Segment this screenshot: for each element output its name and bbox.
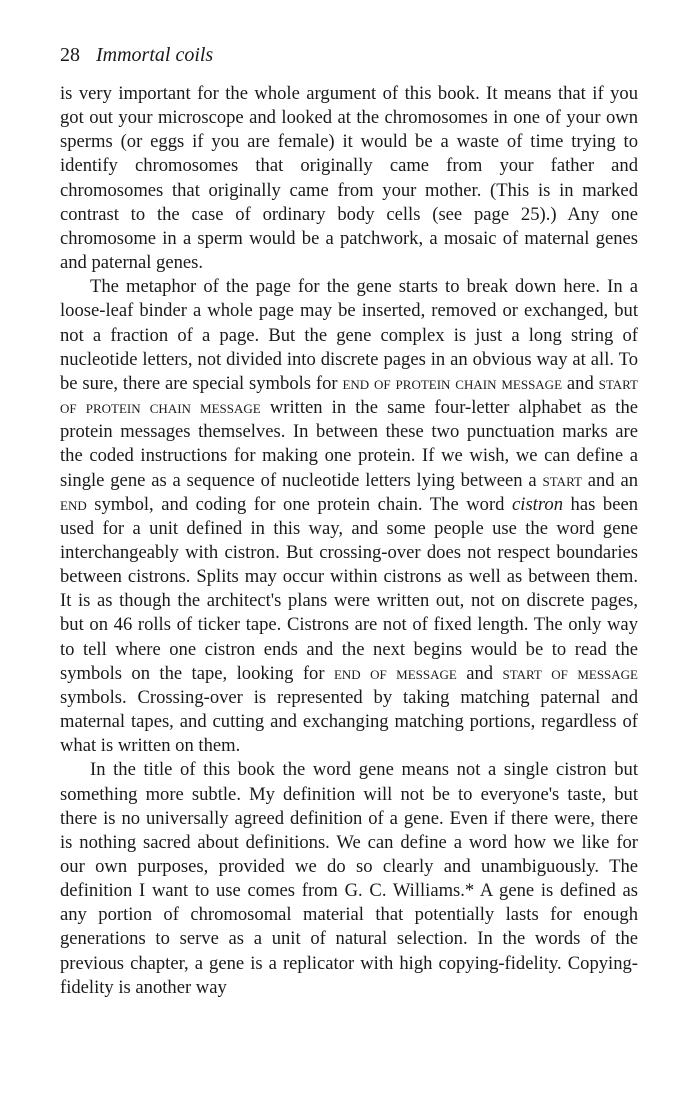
- paragraph-2: [60, 275, 638, 758]
- small-caps-start: start: [542, 469, 582, 491]
- chapter-title: Immortal coils: [96, 44, 214, 66]
- running-head: [60, 42, 213, 68]
- small-caps-end-of-protein-chain: end of protein chain message: [342, 372, 563, 394]
- page-number: 28: [60, 44, 80, 66]
- paragraph-2-text-4: and an: [581, 469, 639, 491]
- paragraph-2-text-6: has been used for a unit defined in this way, and some people use the word gene interchangeably with cistron. But crossing-over does not respect boundaries between cistrons. Splits may occur within cistrons as well as between them. It is as though the architect's plans were written out, not on discrete pages, but on 46 rolls of ticker tape. Cistrons are not of fixed length. The only way to tell where one cistron ends and the next begins would be to read the symbols on the tape, looking for: [60, 493, 638, 684]
- paragraph-2-text-7: and: [456, 662, 503, 684]
- paragraph-2-text-3: written in the same four-letter alphabet as the protein messages themselves. In between these two punctuation marks are the coded instructions for making one protein. If we wish, we can define a single gene as a sequence of nucleotide letters lying between a: [60, 397, 638, 491]
- small-caps-end-of-message: end of message: [333, 662, 457, 684]
- paragraph-2-text-1: The metaphor of the page for the gene starts to break down here. In a loose-leaf binder a whole page may be inserted, removed or exchanged, but not a fraction of a page. But the gene complex is just a long string of nucleotide letters, not divided into discrete pages in an obvious way at all. To be sure, there are special symbols for: [60, 276, 638, 394]
- paragraph-3-text: In the title of this book the word gene means not a single cistron but something more subtle. My definition will not be to everyone's taste, but there is no universally agreed definition of a gene. Even if there were, there is nothing sacred about definitions. We can define a word how we like for our own purposes, provided we do so clearly and unambiguously. The definition I want to use comes from G. C. Williams.* A gene is defined as any portion of chromosomal material that potentially lasts for enough generations to serve as a unit of natural selection. In the words of the previous chapter, a gene is a replicator with high copying-fidelity. Copying-fidelity is another way: [60, 759, 638, 998]
- paragraph-3: [60, 758, 638, 1000]
- paragraph-2-text-8: symbols. Crossing-over is represented by taking matching paternal and maternal tapes, and cutting and exchanging matching portions, regardless of what is written on them.: [60, 686, 638, 757]
- small-caps-start-of-protein-chain: start of protein chain message: [60, 372, 638, 419]
- small-caps-start-of-message: start of message: [502, 662, 639, 684]
- body-text: [60, 82, 638, 1000]
- paragraph-2-text-2: and: [562, 372, 599, 394]
- italic-cistron: cistron: [512, 493, 563, 515]
- small-caps-end: end: [60, 493, 87, 515]
- paragraph-2-text-5: symbol, and coding for one protein chain. The word: [86, 493, 513, 515]
- paragraph-1-text: is very important for the whole argument of this book. It means that if you got out your microscope and looked at the chromosomes in one of your own sperms (or eggs if you are female) it would be a waste of time trying to identify chromosomes that originally came from your father and chromosomes that originally came from your mother. (This is in marked contrast to the case of ordinary body cells (see page 25).) Any one chromosome in a sperm would be a patchwork, a mosaic of maternal genes and paternal genes.: [60, 83, 638, 274]
- paragraph-1: [60, 82, 638, 275]
